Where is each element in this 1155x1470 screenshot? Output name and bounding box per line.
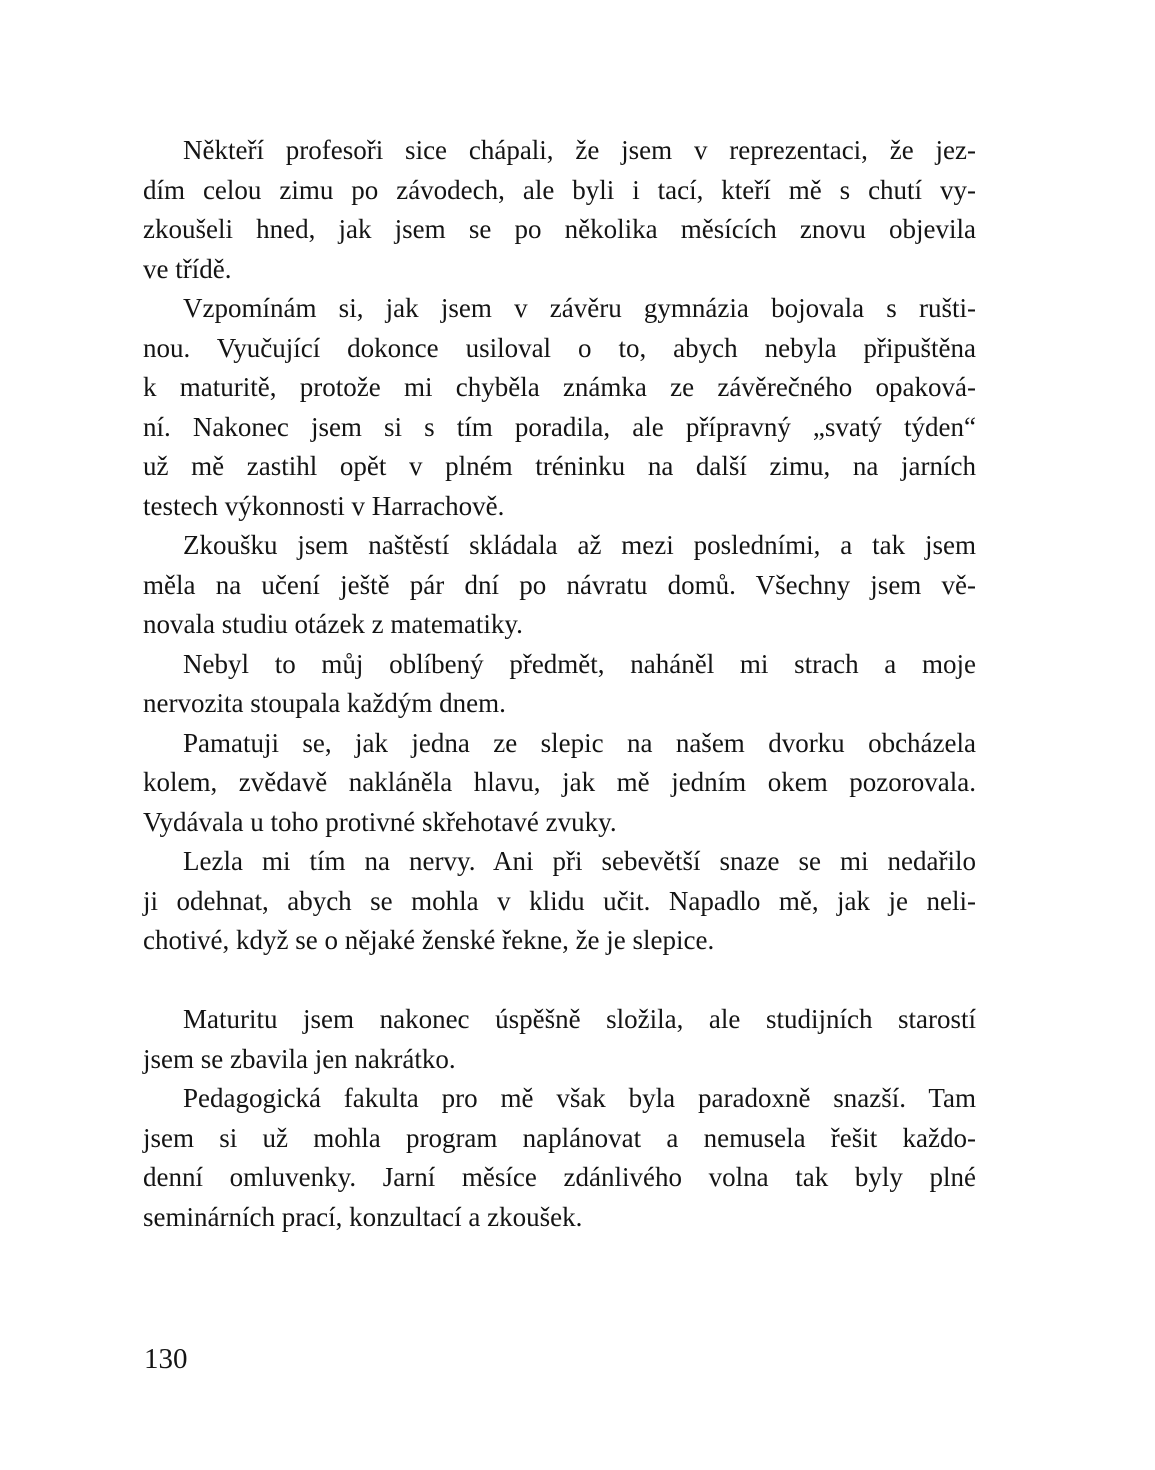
text-line: Zkoušku jsem naštěstí skládala až mezi posledními, a tak jsem [183,530,976,560]
text-line: Pedagogická fakulta pro mě však byla paradoxně snazší. Tam [183,1083,976,1113]
text-line: Maturitu jsem nakonec úspěšně složila, ale studijních starostí [183,1004,976,1034]
text-line: Někteří profesoři sice chápali, že jsem v reprezentaci, že jez- [183,135,976,165]
text-line: k maturitě, protože mi chyběla známka ze závěrečného opaková- [143,372,976,402]
paragraph [143,526,976,645]
text-line: novala studiu otázek z matematiky. [143,609,523,639]
text-line: měla na učení ještě pár dní po návratu domů. Všechny jsem vě- [143,569,976,600]
text-line: testech výkonnosti v Harrachově. [143,490,505,521]
text-line: jsem si už mohla program naplánovat a nemusela řešit každo- [143,1122,976,1153]
paragraph [143,1079,976,1237]
text-line: nou. Vyučující dokonce usiloval o to, abych nebyla připuštěna [143,332,976,363]
text-line: Vydávala u toho protivné skřehotavé zvuky. [143,806,617,837]
text-line: Lezla mi tím na nervy. Ani při sebevětší snaze se mi nedařilo [183,846,976,876]
page-number: 130 [144,1343,188,1375]
text-block [143,131,976,1237]
text-line: ji odehnat, abych se mohla v klidu učit. Napadlo mě, jak je neli- [143,885,976,916]
text-line: denní omluvenky. Jarní měsíce zdánlivého volna tak byly plné [143,1162,976,1192]
text-line: chotivé, když se o nějaké ženské řekne, že je slepice. [143,925,715,955]
text-line: jsem se zbavila jen nakrátko. [143,1043,456,1074]
paragraph [143,842,976,961]
paragraph [143,645,976,724]
text-line: Pamatuji se, jak jedna ze slepic na našem dvorku obcházela [183,727,976,758]
paragraph [143,724,976,843]
paragraph [143,1000,976,1079]
text-line: dím celou zimu po závodech, ale byli i tací, kteří mě s chutí vy- [143,174,976,205]
paragraph [143,131,976,289]
text-line: už mě zastihl opět v plném tréninku na další zimu, na jarních [143,451,976,481]
paragraph [143,289,976,526]
text-line: kolem, zvědavě nakláněla hlavu, jak mě jedním okem pozorovala. [143,767,976,797]
section-break [143,961,976,1001]
text-line: zkoušeli hned, jak jsem se po několika měsících znovu objevila [143,214,976,244]
text-line: Vzpomínám si, jak jsem v závěru gymnázia bojovala s rušti- [183,293,976,323]
text-line: ve třídě. [143,253,232,284]
text-line: nervozita stoupala každým dnem. [143,688,506,718]
text-line: Nebyl to můj oblíbený předmět, naháněl mi strach a moje [183,648,976,679]
text-line: ní. Nakonec jsem si s tím poradila, ale přípravný „svatý týden“ [143,411,976,442]
text-line: seminárních prací, konzultací a zkoušek. [143,1201,583,1232]
